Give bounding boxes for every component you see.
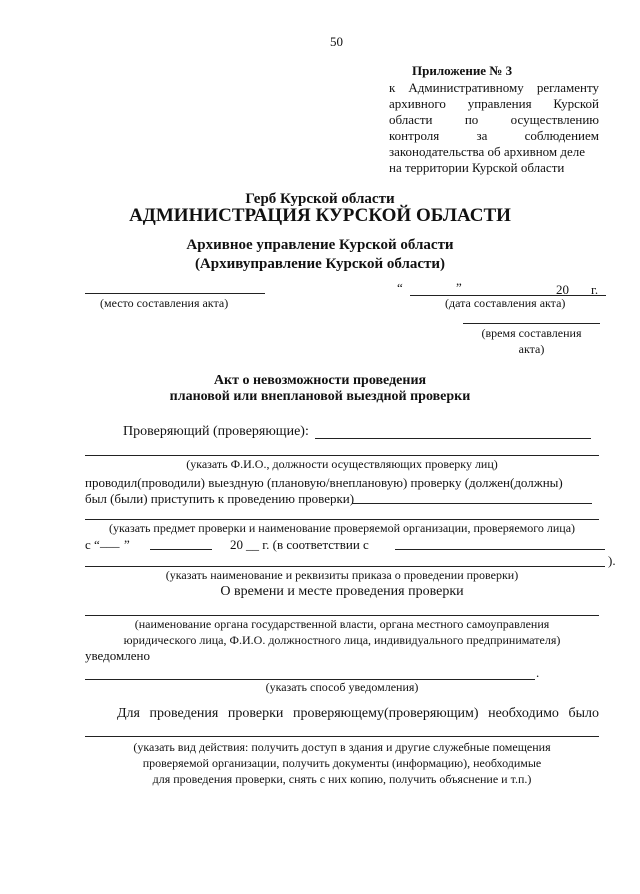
appendix-word: осуществлению	[510, 112, 599, 127]
page-number: 50	[330, 34, 343, 49]
date-quote-close: ”	[456, 280, 462, 295]
appendix-word: по	[464, 112, 479, 127]
caption-authority: (наименование органа государственной власти, органа местного самоуправления	[134, 617, 550, 631]
action-line[interactable]	[85, 736, 599, 737]
date-caption: (дата составления акта)	[445, 296, 566, 310]
act-title: Акт о невозможности проведения	[213, 373, 427, 388]
appendix-word: на территории Курской области	[389, 160, 565, 175]
caption-order: (указать наименование и реквизиты приказа о проведении проверки)	[165, 568, 519, 582]
appendix-word: архивного	[389, 96, 446, 111]
order-line[interactable]	[395, 549, 605, 550]
act-subtitle: плановой или внеплановой выездной проверки	[169, 389, 471, 404]
subject-line[interactable]	[85, 519, 599, 520]
caption-action-cont: проверяемой организации, получить документы (информацию), необходимые	[142, 756, 542, 770]
caption-action: (указать вид действия: получить доступ в здания и другие служебные помещения	[133, 740, 551, 754]
from-year: 20	[230, 537, 243, 552]
inspector-line-2[interactable]	[85, 455, 599, 456]
appendix-line	[389, 96, 599, 112]
appendix-line	[389, 128, 599, 144]
inspector-label: Проверяющий (проверяющие):	[123, 424, 309, 439]
time-line[interactable]	[463, 323, 600, 324]
order-line-2[interactable]	[85, 566, 605, 567]
department-name: Архивное управление Курской области	[186, 237, 454, 253]
emblem-caption: Герб Курской области	[245, 191, 395, 207]
need-text	[117, 706, 599, 722]
appendix-word: регламенту	[536, 80, 599, 95]
order-close-paren: ).	[608, 553, 616, 568]
from-label: с “	[85, 537, 100, 552]
appendix-word: области	[389, 112, 433, 127]
appendix-word: законодательства об архивном деле	[389, 144, 586, 159]
need-word: проведения	[149, 706, 219, 721]
from-year-rest: __ г. (в соответствии с	[246, 537, 369, 552]
appendix-word: к	[389, 80, 396, 95]
appendix-word: Курской	[553, 96, 599, 111]
conducted-text-cont: был (были) приступить к проведению проверки)	[85, 491, 355, 506]
from-day-blank[interactable]: ___	[100, 534, 120, 549]
appendix-line	[389, 160, 599, 176]
caption-subject: (указать предмет проверки и наименование проверяемой организации, проверяемого лица)	[108, 521, 576, 535]
appendix-title: Приложение № 3	[412, 63, 513, 78]
conducted-line[interactable]	[352, 503, 592, 504]
need-word: было	[568, 706, 599, 721]
appendix-line	[389, 112, 599, 128]
authority-line[interactable]	[85, 615, 599, 616]
conducted-text: проводил(проводили) выездную (плановую/внеплановую) проверку (должен(должны)	[85, 475, 563, 490]
need-word: Для	[117, 706, 140, 721]
from-quote-close: ”	[124, 537, 130, 552]
need-word: необходимо	[488, 706, 559, 721]
department-short-name: (Архивуправление Курской области)	[194, 256, 446, 272]
date-quote-open: “	[397, 280, 403, 295]
appendix-word: контроля	[389, 128, 440, 143]
caption-fio: (указать Ф.И.О., должности осуществляющих проверку лиц)	[186, 457, 498, 471]
administration-title: АДМИНИСТРАЦИЯ КУРСКОЙ ОБЛАСТИ	[129, 205, 511, 226]
time-caption-cont: акта)	[518, 342, 545, 356]
time-caption: (время составления	[481, 326, 582, 340]
appendix-word: Административному	[408, 80, 524, 95]
caption-authority-cont: юридического лица, Ф.И.О. должностного лица, индивидуального предпринимателя)	[123, 633, 561, 647]
need-word: проверки	[227, 706, 284, 721]
appendix-line	[389, 144, 599, 160]
appendix-word: соблюдением	[524, 128, 599, 143]
date-year-suffix: г.	[591, 282, 599, 297]
appendix-word: за	[476, 128, 488, 143]
inspector-line[interactable]	[315, 438, 591, 439]
from-month-line[interactable]	[150, 549, 212, 550]
notified-label: уведомлено	[85, 648, 150, 663]
place-line[interactable]	[85, 293, 265, 294]
caption-action-end: для проведения проверки, снять с них копию, получить объяснение и т.п.)	[152, 772, 532, 786]
notified-end: .	[536, 665, 540, 680]
time-place-heading: О времени и месте проведения проверки	[220, 584, 464, 599]
appendix-line	[389, 80, 599, 96]
caption-notice: (указать способ уведомления)	[265, 680, 419, 694]
place-caption: (место составления акта)	[100, 296, 229, 310]
appendix-word: управления	[467, 96, 532, 111]
need-word: проверяющему(проверяющим)	[292, 706, 479, 721]
date-year-prefix: 20	[556, 282, 569, 297]
